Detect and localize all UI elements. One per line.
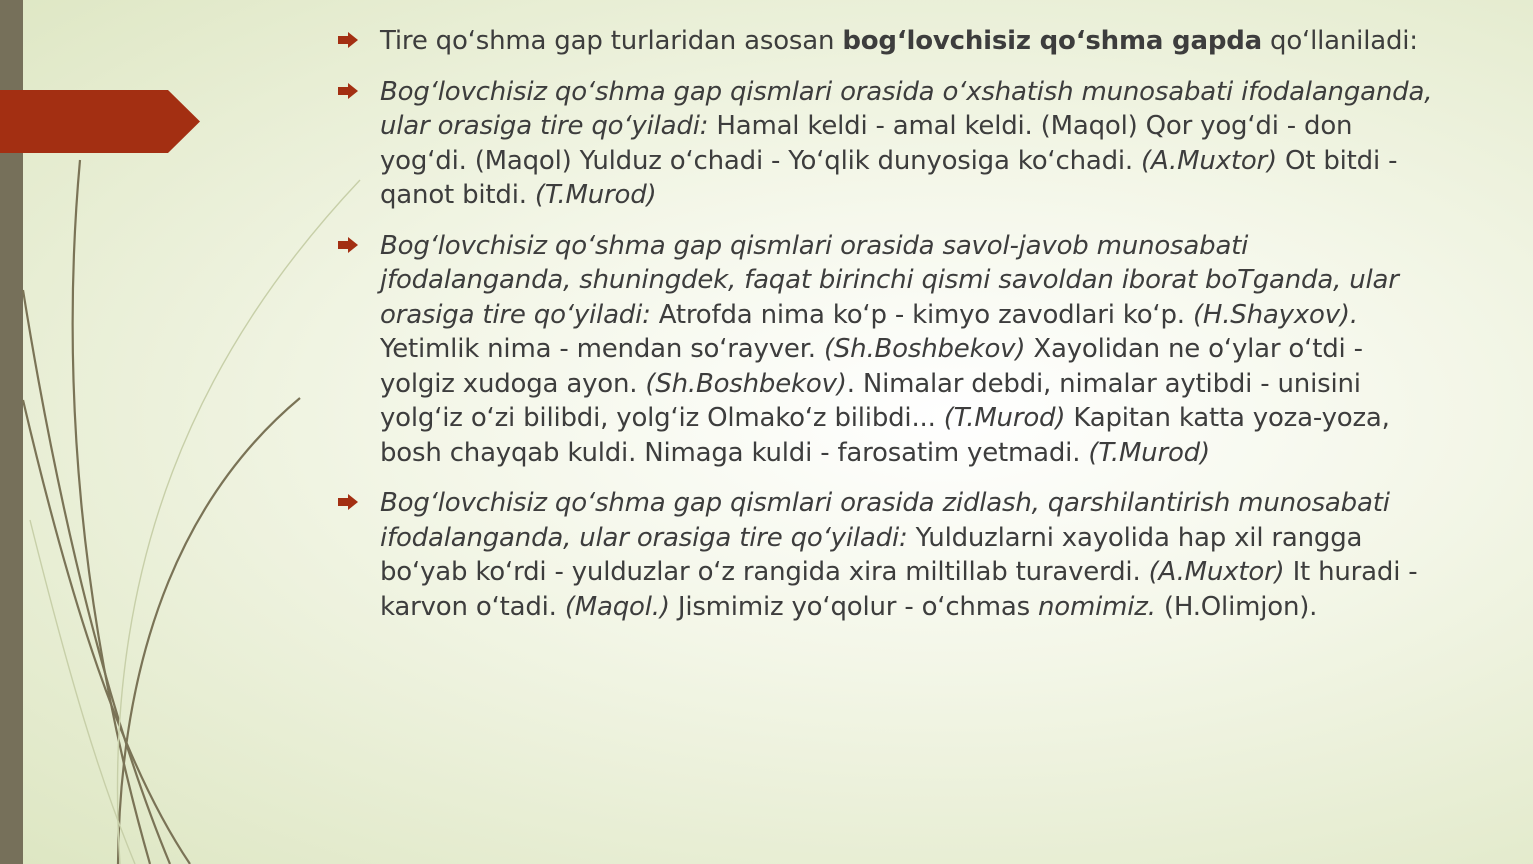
rule-text: Bog‘lovchisiz qo‘shma gap qismlari orasida savol-javob munosabati jfodalanganda, shuningdek, faqat birinchi qismi savoldan iborat boTganda, ular orasiga tire qo‘yiladi: bbox=[380, 230, 1399, 330]
example-text: Ot bitdi - qanot bitdi. bbox=[380, 145, 1398, 210]
arrow-bullet-icon bbox=[338, 494, 358, 510]
example-text: nomimiz. bbox=[1038, 591, 1156, 622]
citation: (T.Murod) bbox=[1088, 437, 1210, 468]
example-text: Hamal keldi - amal keldi. (Maqol) Qor yog‘di - don yog‘di. (Maqol) Yulduz o‘chadi - Yo‘qlik dunyosiga ko‘chadi. bbox=[380, 111, 1353, 176]
bullet-4 bbox=[338, 486, 1443, 624]
example-text: . Nimalar debdi, nimalar aytibdi - unisini yolg‘iz o‘zi bilibdi, yolg‘iz Olmako‘z bilibdi... bbox=[380, 368, 1361, 433]
citation: (H.Olimjon). bbox=[1155, 591, 1318, 622]
arrow-bullet-icon bbox=[338, 83, 358, 99]
example-text: Yulduzlarni xayolida hap xil rangga bo‘yab ko‘rdi - yulduzlar o‘z rangida xira miltillab turaverdi. bbox=[380, 522, 1363, 587]
rule-text: Bog‘lovchisiz qo‘shma gap qismlari orasida o‘xshatish munosabati ifodalanganda, ular orasiga tire qo‘yiladi: bbox=[380, 76, 1433, 141]
citation: (H.Shayxov). bbox=[1192, 299, 1358, 330]
bullet-text: qo‘llaniladi: bbox=[1261, 26, 1418, 56]
citation: (A.Muxtor) bbox=[1141, 145, 1277, 176]
red-arrow-shape bbox=[0, 90, 200, 153]
citation: (Sh.Boshbekov) bbox=[645, 368, 847, 399]
example-text: Atrofda nima ko‘p - kimyo zavodlari ko‘p. bbox=[650, 299, 1193, 330]
example-text: It huradi - karvon o‘tadi. bbox=[380, 557, 1418, 622]
citation: (Sh.Boshbekov) bbox=[823, 334, 1026, 364]
example-text: Xayolidan ne o‘ylar o‘tdi - yolgiz xudoga ayon. bbox=[380, 334, 1363, 399]
citation: (A.Muxtor) bbox=[1148, 557, 1285, 587]
example-text: Kapitan katta yoza-yoza, bosh chayqab kuldi. Nimaga kuldi - farosatim yetmadi. bbox=[380, 403, 1390, 468]
arrow-bullet-icon bbox=[338, 237, 358, 253]
bullet-1 bbox=[338, 24, 1443, 59]
rule-text: Bog‘lovchisiz qo‘shma gap qismlari orasida zidlash, qarshilantirish munosabati ifodalanganda, ular orasiga tire qo‘yiladi: bbox=[380, 488, 1390, 553]
example-text: Yetimlik nima - mendan so‘rayver. bbox=[380, 334, 824, 364]
bold-phrase: bog‘lovchisiz qo‘shma gapda bbox=[842, 26, 1262, 56]
citation: (Maqol.) bbox=[564, 591, 670, 622]
bullet-3 bbox=[338, 229, 1443, 471]
slide-content bbox=[338, 24, 1443, 640]
citation: (T.Murod) bbox=[943, 403, 1066, 433]
bullet-2 bbox=[338, 75, 1443, 213]
bullet-text: Tire qo‘shma gap turlaridan asosan bbox=[380, 26, 843, 56]
citation: (T.Murod) bbox=[534, 180, 657, 210]
example-text: Jismimiz yo‘qolur - o‘chmas bbox=[669, 591, 1038, 622]
arrow-bullet-icon bbox=[338, 32, 358, 48]
